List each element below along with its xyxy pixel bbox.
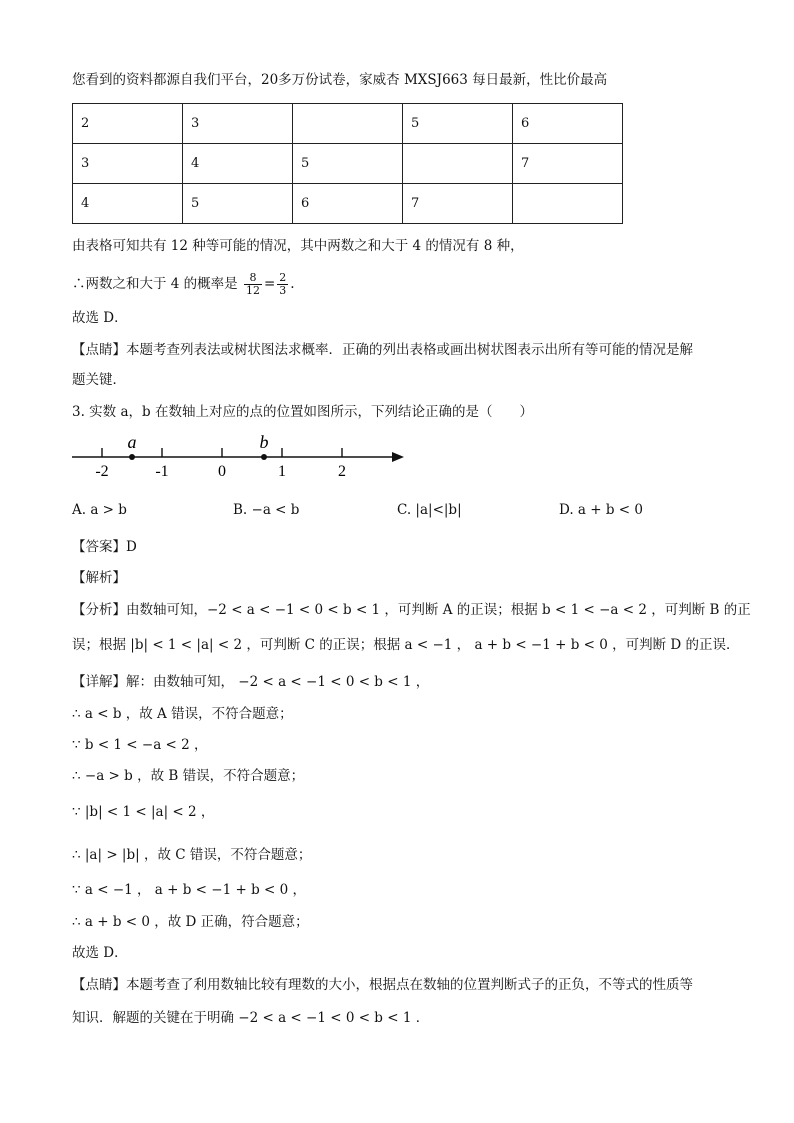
equals-sign: = — [263, 276, 276, 292]
table-cell: 2 — [73, 104, 183, 144]
fenxi-line-2: 误；根据 |b| < 1 < |a| < 2 ，可判断 C 的正误；根据 a < −1 ， a + b < −1 + b < 0 ，可判断 D 的正误． — [72, 637, 740, 653]
fraction-denominator: 3 — [279, 284, 287, 297]
fraction-8-12 — [244, 272, 262, 297]
fraction-numerator: 2 — [279, 271, 287, 284]
fraction-numerator: 8 — [244, 272, 262, 285]
table-cell: 5 — [403, 104, 513, 144]
axis-tick-label: 2 — [338, 463, 346, 480]
dianjing-line-1: 【点睛】本题考查列表法或树状图法求概率．正确的列出表格或画出树状图表示出所有等可能的情况是解 — [72, 342, 693, 358]
option-c: C. |a|<|b| — [397, 502, 462, 518]
axis-arrow-icon — [392, 452, 404, 462]
table-cell: 5 — [293, 144, 403, 184]
table-cell: 5 — [183, 184, 293, 224]
table-cell: 7 — [403, 184, 513, 224]
option-b: B. −a < b — [233, 502, 300, 518]
table-cell: 4 — [73, 184, 183, 224]
axis-tick-label: -2 — [95, 463, 109, 480]
axis-tick-label: 1 — [278, 463, 286, 480]
point-b-label: b — [259, 432, 269, 452]
table-cell: 3 — [183, 104, 293, 144]
detail-line: ∵ a < −1 ， a + b < −1 + b < 0 ， — [72, 882, 306, 898]
table-cell — [293, 104, 403, 144]
paragraph-count: 由表格可知共有 12 种等可能的情况，其中两数之和大于 4 的情况有 8 种， — [72, 238, 524, 254]
axis-ticks — [95, 448, 346, 480]
question-3: 3. 实数 a，b 在数轴上对应的点的位置如图所示，下列结论正确的是（ ） — [72, 404, 533, 420]
detail-line: ∵ b < 1 < −a < 2 ， — [72, 737, 208, 753]
dianjing2-line-2: 知识．解题的关键在于明确 −2 < a < −1 < 0 < b < 1 ． — [72, 1010, 430, 1026]
table-cell: 6 — [293, 184, 403, 224]
axis-tick-label: -1 — [155, 463, 169, 480]
axis-tick-label: 0 — [218, 463, 226, 480]
table-cell: 3 — [73, 144, 183, 184]
detail-line: ∵ |b| < 1 < |a| < 2 ， — [72, 804, 215, 820]
analysis-heading: 【解析】 — [72, 570, 126, 586]
paragraph-probability — [72, 270, 295, 298]
fenxi-line-1: 【分析】由数轴可知，−2 < a < −1 < 0 < b < 1 ，可判断 A 的正误；根据 b < 1 < −a < 2 ，可判断 B 的正 — [72, 602, 751, 618]
outcome-table — [72, 103, 623, 224]
table-cell — [403, 144, 513, 184]
table-row — [73, 104, 623, 144]
choose-d-line: 故选 D． — [72, 310, 128, 326]
detail-line: ∴ a < b ，故 A 错误，不符合题意； — [72, 706, 293, 722]
period: . — [290, 276, 295, 292]
detail-line: ∴ a + b < 0 ，故 D 正确，符合题意； — [72, 914, 309, 930]
answer-line: 【答案】D — [72, 539, 137, 555]
detail-line: ∴ |a| > |b| ，故 C 错误，不符合题意； — [72, 847, 312, 863]
table-row — [73, 144, 623, 184]
fraction-2-3 — [277, 272, 288, 297]
probability-text: ∴两数之和大于 4 的概率是 — [72, 276, 238, 292]
table-cell: 4 — [183, 144, 293, 184]
dianjing2-line-1: 【点睛】本题考查了利用数轴比较有理数的大小，根据点在数轴的位置判断式子的正负，不等式的性质等 — [72, 977, 693, 993]
header-banner: 您看到的资料都源自我们平台，20多万份试卷，家威杏 MXSJ663 每日最新，性比价最高 — [72, 72, 608, 88]
point-a-dot — [129, 454, 135, 460]
point-a-label: a — [127, 432, 137, 452]
detail-line: ∴ −a > b ，故 B 错误，不符合题意； — [72, 768, 305, 784]
table-cell: 6 — [513, 104, 623, 144]
number-line — [64, 430, 414, 482]
option-a: A. a > b — [72, 502, 127, 518]
fraction-denominator: 12 — [245, 284, 260, 297]
table-cell — [513, 184, 623, 224]
table-cell: 7 — [513, 144, 623, 184]
dianjing-line-2: 题关键． — [72, 372, 126, 388]
point-b-dot — [261, 454, 267, 460]
option-d: D. a + b < 0 — [559, 502, 643, 518]
table-row — [73, 184, 623, 224]
detail-line: 故选 D． — [72, 945, 128, 961]
detail-line: 【详解】解：由数轴可知， −2 < a < −1 < 0 < b < 1 ， — [72, 674, 430, 690]
